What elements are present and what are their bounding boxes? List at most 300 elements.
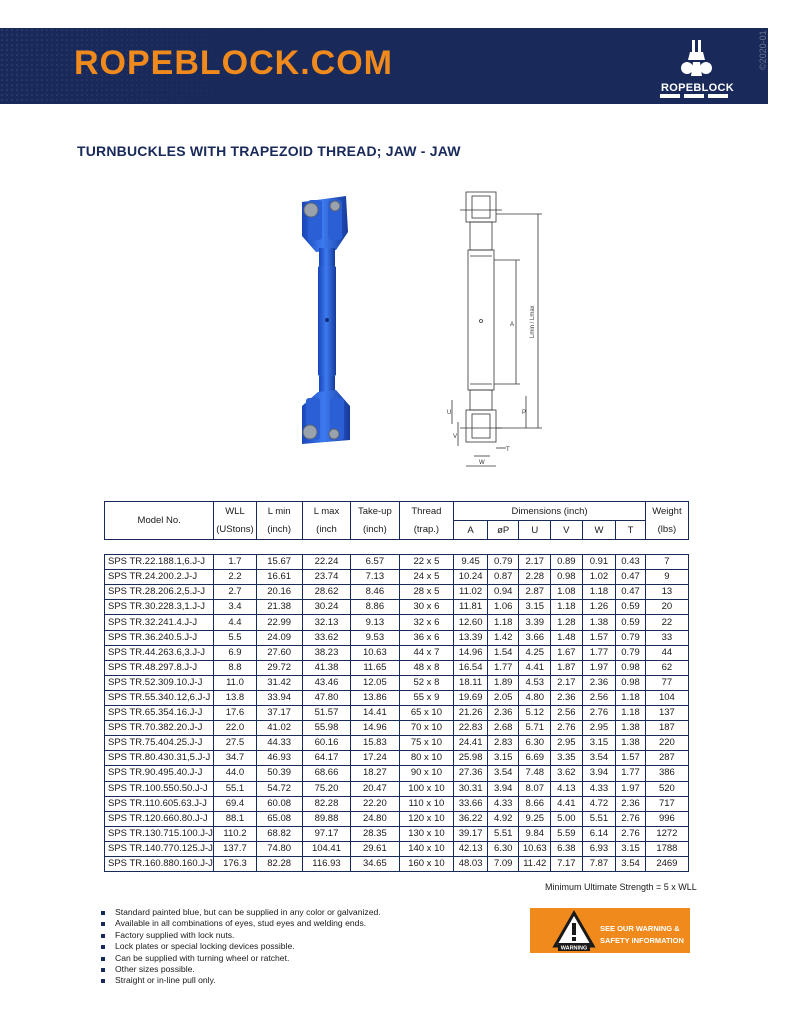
table-cell: 8.8: [214, 660, 256, 675]
table-cell: 10.63: [351, 645, 399, 660]
table-cell: 20.47: [351, 781, 399, 796]
technical-drawing: [440, 188, 560, 478]
table-cell: 0.79: [616, 645, 646, 660]
table-cell: 110.2: [214, 826, 256, 841]
table-row: [105, 630, 689, 645]
table-cell: 0.79: [616, 630, 646, 645]
table-cell: 996: [645, 811, 688, 826]
table-row: [105, 811, 689, 826]
model-cell: SPS TR.28.206.2,5.J-J: [105, 585, 214, 600]
table-cell: 68.82: [256, 826, 302, 841]
table-cell: 176.3: [214, 856, 256, 871]
header-v: V: [551, 521, 583, 540]
table-cell: 6.38: [551, 841, 583, 856]
table-cell: 9.84: [519, 826, 551, 841]
table-cell: 12.60: [454, 615, 488, 630]
table-cell: 48 x 8: [399, 660, 454, 675]
table-cell: 4.33: [582, 781, 616, 796]
table-cell: 4.4: [214, 615, 256, 630]
table-cell: 41.02: [256, 721, 302, 736]
table-cell: 0.47: [616, 585, 646, 600]
table-cell: 5.00: [551, 811, 583, 826]
table-cell: 88.1: [214, 811, 256, 826]
model-cell: SPS TR.130.715.100.J-J: [105, 826, 214, 841]
table-cell: 28.35: [351, 826, 399, 841]
table-cell: 14.96: [351, 721, 399, 736]
table-row: [105, 600, 689, 615]
header-w: W: [582, 521, 616, 540]
model-cell: SPS TR.75.404.25.J-J: [105, 736, 214, 751]
table-cell: 9: [645, 570, 688, 585]
table-cell: 80 x 10: [399, 751, 454, 766]
table-cell: 3.54: [582, 751, 616, 766]
table-cell: 1.42: [487, 630, 519, 645]
table-cell: 0.98: [616, 660, 646, 675]
table-cell: 4.92: [487, 811, 519, 826]
table-cell: 0.98: [616, 675, 646, 690]
table-cell: 39.17: [454, 826, 488, 841]
table-cell: 13: [645, 585, 688, 600]
header-wll-unit: (UStons): [214, 521, 256, 540]
table-cell: 77: [645, 675, 688, 690]
model-cell: SPS TR.44.263.6,3.J-J: [105, 645, 214, 660]
table-cell: 2.87: [519, 585, 551, 600]
table-row: [105, 766, 689, 781]
table-cell: 13.39: [454, 630, 488, 645]
table-row: [105, 781, 689, 796]
table-cell: 2.36: [487, 706, 519, 721]
table-row: [105, 721, 689, 736]
table-cell: 27.5: [214, 736, 256, 751]
table-cell: 9.25: [519, 811, 551, 826]
table-row: [105, 856, 689, 871]
table-cell: 28.62: [302, 585, 350, 600]
header-lmax: L max: [302, 502, 350, 521]
drawing-label-lmin-lmax: Lmin / Lmax: [530, 305, 536, 338]
warning-text[interactable]: [600, 923, 684, 947]
table-cell: 1.77: [616, 766, 646, 781]
table-cell: 0.47: [616, 570, 646, 585]
model-cell: SPS TR.24.200.2.J-J: [105, 570, 214, 585]
table-cell: 0.89: [551, 555, 583, 570]
table-cell: 62: [645, 660, 688, 675]
table-cell: 6.30: [487, 841, 519, 856]
table-cell: 1272: [645, 826, 688, 841]
drawing-label-w: W: [479, 460, 485, 466]
table-cell: 1788: [645, 841, 688, 856]
table-cell: 21.38: [256, 600, 302, 615]
table-cell: 65 x 10: [399, 706, 454, 721]
table-cell: 0.79: [487, 555, 519, 570]
table-cell: 2.36: [582, 675, 616, 690]
table-cell: 2.56: [582, 690, 616, 705]
table-row: [105, 751, 689, 766]
table-cell: 29.72: [256, 660, 302, 675]
table-cell: 90 x 10: [399, 766, 454, 781]
table-cell: 20.16: [256, 585, 302, 600]
table-cell: 4.41: [519, 660, 551, 675]
spec-table-body: [105, 555, 689, 872]
table-cell: 10.24: [454, 570, 488, 585]
table-cell: 1.38: [616, 736, 646, 751]
table-cell: 7.13: [351, 570, 399, 585]
table-cell: 2.68: [487, 721, 519, 736]
table-row: [105, 615, 689, 630]
table-cell: 5.59: [551, 826, 583, 841]
table-cell: 3.35: [551, 751, 583, 766]
table-cell: 6.93: [582, 841, 616, 856]
table-cell: 1.38: [582, 615, 616, 630]
table-cell: 1.87: [551, 660, 583, 675]
table-cell: 0.59: [616, 615, 646, 630]
table-cell: 4.33: [487, 796, 519, 811]
table-cell: 2.17: [551, 675, 583, 690]
model-cell: SPS TR.110.605.63.J-J: [105, 796, 214, 811]
note-item: Straight or in-line pull only.: [101, 975, 381, 986]
notes-list: [101, 907, 381, 987]
table-cell: 7: [645, 555, 688, 570]
note-item: Other sizes possible.: [101, 964, 381, 975]
table-cell: 22 x 5: [399, 555, 454, 570]
table-cell: 140 x 10: [399, 841, 454, 856]
table-cell: 97.17: [302, 826, 350, 841]
header-wll: WLL: [214, 502, 256, 521]
table-cell: 1.18: [582, 585, 616, 600]
table-cell: 4.13: [551, 781, 583, 796]
table-cell: 89.88: [302, 811, 350, 826]
table-cell: 3.62: [551, 766, 583, 781]
table-cell: 51.57: [302, 706, 350, 721]
table-cell: 8.46: [351, 585, 399, 600]
table-cell: 4.72: [582, 796, 616, 811]
table-cell: 4.41: [551, 796, 583, 811]
table-cell: 74.80: [256, 841, 302, 856]
table-cell: 717: [645, 796, 688, 811]
table-cell: 3.15: [487, 751, 519, 766]
table-cell: 18.27: [351, 766, 399, 781]
model-cell: SPS TR.30.228.3,1.J-J: [105, 600, 214, 615]
table-cell: 2.28: [519, 570, 551, 585]
table-cell: 2.76: [616, 826, 646, 841]
table-cell: 22.99: [256, 615, 302, 630]
table-cell: 34.65: [351, 856, 399, 871]
table-cell: 2469: [645, 856, 688, 871]
table-cell: 3.15: [616, 841, 646, 856]
model-cell: SPS TR.36.240.5.J-J: [105, 630, 214, 645]
table-cell: 0.94: [487, 585, 519, 600]
table-cell: 4.25: [519, 645, 551, 660]
table-cell: 6.69: [519, 751, 551, 766]
table-cell: 55.98: [302, 721, 350, 736]
table-cell: 30.24: [302, 600, 350, 615]
table-cell: 7.09: [487, 856, 519, 871]
header-lmin-unit: (inch): [256, 521, 302, 540]
table-cell: 48.03: [454, 856, 488, 871]
table-cell: 1.18: [616, 690, 646, 705]
table-cell: 24 x 5: [399, 570, 454, 585]
header-dimensions: Dimensions (inch): [454, 502, 646, 521]
table-cell: 1.48: [551, 630, 583, 645]
min-strength-note: Minimum Ultimate Strength = 5 x WLL: [545, 882, 697, 892]
table-cell: 65.08: [256, 811, 302, 826]
table-row: [105, 570, 689, 585]
table-cell: 33.66: [454, 796, 488, 811]
table-cell: 137.7: [214, 841, 256, 856]
header-lmin: L min: [256, 502, 302, 521]
table-cell: 2.7: [214, 585, 256, 600]
table-cell: 3.94: [582, 766, 616, 781]
table-cell: 1.77: [487, 660, 519, 675]
table-cell: 11.65: [351, 660, 399, 675]
table-cell: 1.18: [551, 600, 583, 615]
table-cell: 9.53: [351, 630, 399, 645]
table-cell: 24.09: [256, 630, 302, 645]
table-cell: 2.95: [551, 736, 583, 751]
table-cell: 47.80: [302, 690, 350, 705]
table-cell: 3.54: [616, 856, 646, 871]
table-cell: 12.05: [351, 675, 399, 690]
model-cell: SPS TR.80.430.31,5.J-J: [105, 751, 214, 766]
table-cell: 3.4: [214, 600, 256, 615]
table-cell: 2.17: [519, 555, 551, 570]
header-thread: Thread: [399, 502, 454, 521]
table-cell: 160 x 10: [399, 856, 454, 871]
note-item: Available in all combinations of eyes, stud eyes and welding ends.: [101, 918, 381, 929]
table-cell: 60.08: [256, 796, 302, 811]
table-cell: 14.96: [454, 645, 488, 660]
warning-line-1: SEE OUR WARNING &: [600, 924, 680, 933]
table-row: [105, 690, 689, 705]
turnbuckle-photo: [288, 192, 364, 450]
table-row: [105, 555, 689, 570]
page-title: TURNBUCKLES WITH TRAPEZOID THREAD; JAW - JAW: [77, 143, 461, 159]
table-cell: 22.83: [454, 721, 488, 736]
table-cell: 287: [645, 751, 688, 766]
model-cell: SPS TR.48.297.8.J-J: [105, 660, 214, 675]
table-cell: 2.83: [487, 736, 519, 751]
table-cell: 100 x 10: [399, 781, 454, 796]
table-cell: 17.6: [214, 706, 256, 721]
table-cell: 36.22: [454, 811, 488, 826]
header-p: øP: [487, 521, 519, 540]
table-cell: 0.87: [487, 570, 519, 585]
table-cell: 54.72: [256, 781, 302, 796]
warning-line-2: SAFETY INFORMATION: [600, 936, 684, 945]
table-cell: 11.42: [519, 856, 551, 871]
model-cell: SPS TR.140.770.125.J-J: [105, 841, 214, 856]
header-weight: Weight: [645, 502, 688, 521]
brand-title[interactable]: ROPEBLOCK.COM: [74, 44, 393, 82]
model-cell: SPS TR.22.188.1,6.J-J: [105, 555, 214, 570]
table-cell: 44 x 7: [399, 645, 454, 660]
warning-icon-label: WARNING: [560, 945, 588, 952]
model-cell: SPS TR.90.495.40.J-J: [105, 766, 214, 781]
table-cell: 0.91: [582, 555, 616, 570]
table-cell: 44.0: [214, 766, 256, 781]
table-cell: 1.18: [616, 706, 646, 721]
drawing-label-t: T: [506, 447, 510, 453]
table-cell: 7.48: [519, 766, 551, 781]
table-cell: 3.15: [582, 736, 616, 751]
table-cell: 41.38: [302, 660, 350, 675]
table-cell: 2.76: [616, 811, 646, 826]
table-cell: 2.36: [551, 690, 583, 705]
table-cell: 2.95: [582, 721, 616, 736]
table-row: [105, 826, 689, 841]
table-cell: 38.23: [302, 645, 350, 660]
table-cell: 5.5: [214, 630, 256, 645]
header-takeup-unit: (inch): [351, 521, 399, 540]
table-cell: 1.77: [582, 645, 616, 660]
table-cell: 1.02: [582, 570, 616, 585]
table-cell: 1.57: [582, 630, 616, 645]
table-cell: 82.28: [302, 796, 350, 811]
note-item: Lock plates or special locking devices possible.: [101, 941, 381, 952]
table-cell: 52 x 8: [399, 675, 454, 690]
table-cell: 1.67: [551, 645, 583, 660]
table-cell: 1.89: [487, 675, 519, 690]
table-cell: 8.07: [519, 781, 551, 796]
table-cell: 37.17: [256, 706, 302, 721]
table-cell: 33.62: [302, 630, 350, 645]
table-cell: 8.86: [351, 600, 399, 615]
table-cell: 3.39: [519, 615, 551, 630]
model-cell: SPS TR.65.354.16.J-J: [105, 706, 214, 721]
table-cell: 11.02: [454, 585, 488, 600]
table-cell: 11.81: [454, 600, 488, 615]
table-cell: 1.54: [487, 645, 519, 660]
table-cell: 2.56: [551, 706, 583, 721]
spec-table: [104, 501, 689, 872]
table-cell: 43.46: [302, 675, 350, 690]
table-cell: 3.54: [487, 766, 519, 781]
table-cell: 120 x 10: [399, 811, 454, 826]
table-cell: 75.20: [302, 781, 350, 796]
table-cell: 27.36: [454, 766, 488, 781]
table-cell: 8.66: [519, 796, 551, 811]
table-cell: 31.42: [256, 675, 302, 690]
table-cell: 22.0: [214, 721, 256, 736]
table-cell: 70 x 10: [399, 721, 454, 736]
header-lmax-unit: (inch: [302, 521, 350, 540]
table-cell: 25.98: [454, 751, 488, 766]
table-row: [105, 585, 689, 600]
table-cell: 22.20: [351, 796, 399, 811]
note-item: Standard painted blue, but can be supplied in any color or galvanized.: [101, 907, 381, 918]
table-cell: 15.67: [256, 555, 302, 570]
table-cell: 13.8: [214, 690, 256, 705]
table-cell: 24.41: [454, 736, 488, 751]
table-cell: 5.51: [487, 826, 519, 841]
table-cell: 20: [645, 600, 688, 615]
header-weight-unit: (lbs): [645, 521, 688, 540]
model-cell: SPS TR.55.340.12,6.J-J: [105, 690, 214, 705]
table-cell: 13.86: [351, 690, 399, 705]
header-model: Model No.: [105, 502, 214, 540]
table-cell: 137: [645, 706, 688, 721]
warning-triangle-icon: [552, 910, 596, 952]
table-cell: 2.05: [487, 690, 519, 705]
table-row: [105, 660, 689, 675]
table-cell: 6.57: [351, 555, 399, 570]
table-cell: 1.38: [616, 721, 646, 736]
table-cell: 50.39: [256, 766, 302, 781]
table-cell: 3.66: [519, 630, 551, 645]
table-cell: 11.0: [214, 675, 256, 690]
table-cell: 5.71: [519, 721, 551, 736]
table-cell: 22.24: [302, 555, 350, 570]
model-cell: SPS TR.160.880.160.J-J: [105, 856, 214, 871]
table-cell: 3.94: [487, 781, 519, 796]
table-cell: 64.17: [302, 751, 350, 766]
date-code: ©2020-01: [758, 30, 768, 70]
table-cell: 130 x 10: [399, 826, 454, 841]
table-cell: 27.60: [256, 645, 302, 660]
table-cell: 7.17: [551, 856, 583, 871]
table-cell: 36 x 6: [399, 630, 454, 645]
model-cell: SPS TR.100.550.50.J-J: [105, 781, 214, 796]
table-cell: 23.74: [302, 570, 350, 585]
table-cell: 46.93: [256, 751, 302, 766]
table-row: [105, 645, 689, 660]
table-cell: 16.61: [256, 570, 302, 585]
table-cell: 2.76: [551, 721, 583, 736]
table-cell: 1.06: [487, 600, 519, 615]
table-cell: 15.83: [351, 736, 399, 751]
table-cell: 220: [645, 736, 688, 751]
table-cell: 1.7: [214, 555, 256, 570]
table-cell: 2.36: [616, 796, 646, 811]
table-cell: 1.97: [582, 660, 616, 675]
table-cell: 104.41: [302, 841, 350, 856]
table-cell: 0.59: [616, 600, 646, 615]
table-cell: 42.13: [454, 841, 488, 856]
header-a: A: [454, 521, 488, 540]
table-row: [105, 736, 689, 751]
table-cell: 3.15: [519, 600, 551, 615]
table-row: [105, 675, 689, 690]
table-cell: 116.93: [302, 856, 350, 871]
table-cell: 34.7: [214, 751, 256, 766]
table-cell: 28 x 5: [399, 585, 454, 600]
table-cell: 44: [645, 645, 688, 660]
table-cell: 2.76: [582, 706, 616, 721]
table-cell: 2.2: [214, 570, 256, 585]
table-cell: 1.57: [616, 751, 646, 766]
note-item: Can be supplied with turning wheel or ratchet.: [101, 953, 381, 964]
table-cell: 187: [645, 721, 688, 736]
drawing-label-v: V: [453, 434, 458, 440]
table-cell: 55.1: [214, 781, 256, 796]
logo-text: ROPEBLOCK: [661, 82, 734, 94]
note-item: Factory supplied with lock nuts.: [101, 930, 381, 941]
table-cell: 5.51: [582, 811, 616, 826]
table-cell: 520: [645, 781, 688, 796]
table-cell: 0.43: [616, 555, 646, 570]
table-cell: 33.94: [256, 690, 302, 705]
table-cell: 33: [645, 630, 688, 645]
table-cell: 6.9: [214, 645, 256, 660]
table-cell: 1.08: [551, 585, 583, 600]
model-cell: SPS TR.52.309.10.J-J: [105, 675, 214, 690]
table-cell: 24.80: [351, 811, 399, 826]
table-cell: 16.54: [454, 660, 488, 675]
table-cell: 69.4: [214, 796, 256, 811]
header-takeup: Take-up: [351, 502, 399, 521]
table-row: [105, 841, 689, 856]
table-cell: 9.13: [351, 615, 399, 630]
table-cell: 32 x 6: [399, 615, 454, 630]
